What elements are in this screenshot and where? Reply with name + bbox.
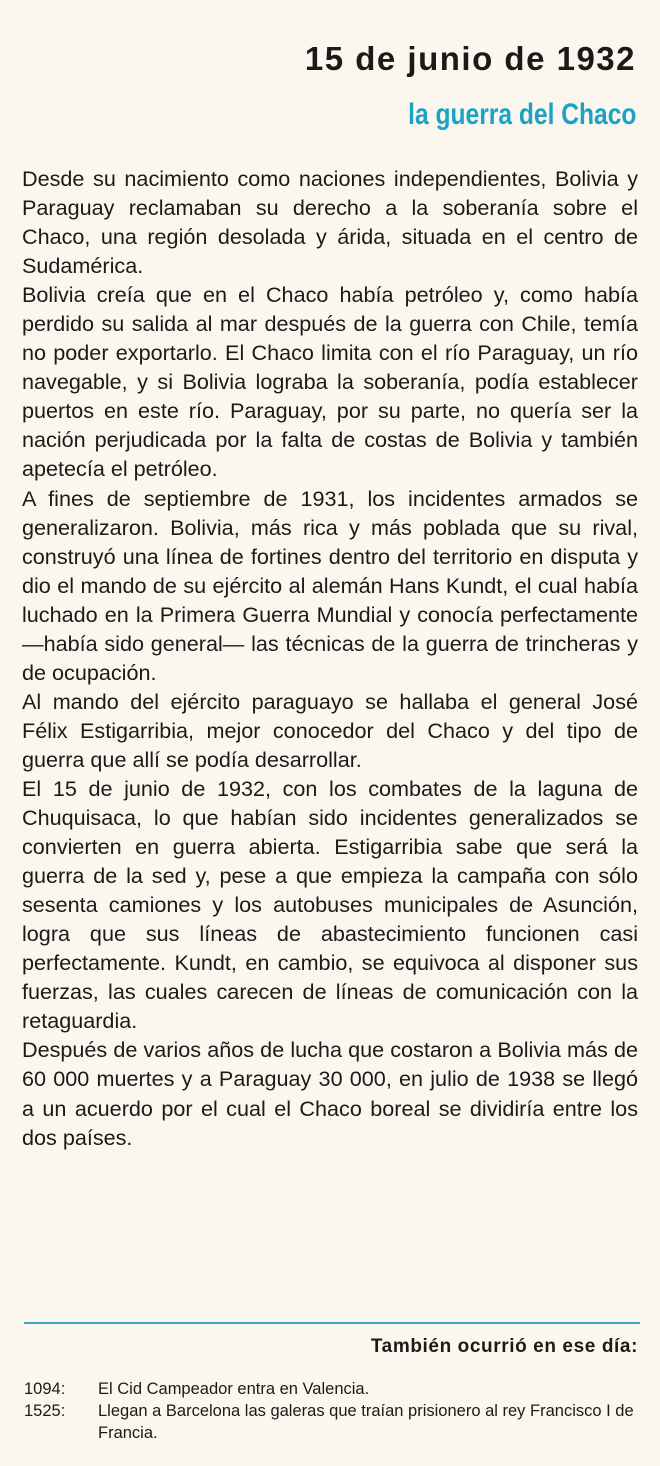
also-happened-heading: También ocurrió en ese día: <box>370 1336 638 1357</box>
event-year: 1525: <box>24 1402 66 1420</box>
event-item <box>24 1400 642 1444</box>
events-list <box>24 1378 642 1444</box>
article-paragraph: Bolivia creía que en el Chaco había petróleo y, como había perdido su salida al mar después de la guerra con Chile, temía no poder exportarlo. El Chaco limita con el río Paraguay, un río navegable, y si Bolivia lograba la soberanía, podía establecer puertos en este río. Paraguay, por su parte, no quería ser la nación perjudicada por la falta de costas de Bolivia y también apetecía el petróleo. <box>22 282 638 482</box>
article-body <box>22 164 638 1152</box>
article-paragraph: A fines de septiembre de 1931, los incidentes armados se generalizaron. Bolivia, más rica y más poblada que su rival, construyó una línea de fortines dentro del territorio en disputa y dio el mando de su ejército al alemán Hans Kundt, el cual había luchado en la Primera Guerra Mundial y conocía perfectamente —había sido general— las técnicas de la guerra de trincheras y de ocupación. <box>22 485 638 685</box>
page-title: 15 de junio de 1932 <box>304 40 636 77</box>
article-paragraph: Al mando del ejército paraguayo se hallaba el general José Félix Estigarribia, mejor conocedor del Chaco y del tipo de guerra que allí se podía desarrollar. <box>22 688 638 772</box>
article-paragraph: El 15 de junio de 1932, con los combates de la laguna de Chuquisaca, lo que habían sido incidentes generalizados se convierten en guerra abierta. Estigarribia sabe que será la guerra de la sed y, pese a que empieza la campaña con sólo sesenta camiones y los autobuses municipales de Asunción, logra que sus líneas de abastecimiento funcionen casi perfectamente. Kundt, en cambio, se equivoca al disponer sus fuerzas, las cuales carecen de líneas de comunicación con la retaguardia. <box>22 775 638 1034</box>
section-divider <box>24 1322 640 1324</box>
article-paragraph: Desde su nacimiento como naciones independientes, Bolivia y Paraguay reclamaban su derecho a la soberanía sobre el Chaco, una región desolada y árida, situada en el centro de Sudamérica. <box>22 166 638 279</box>
article-paragraph: Después de varios años de lucha que costaron a Bolivia más de 60 000 muertes y a Paraguay 30 000, en julio de 1938 se llegó a un acuerdo por el cual el Chaco boreal se dividiría entre los dos países. <box>22 1037 638 1150</box>
page-subtitle: la guerra del Chaco <box>407 98 636 131</box>
event-text: El Cid Campeador entra en Valencia. <box>98 1380 370 1398</box>
event-text: Llegan a Barcelona las galeras que traían prisionero al rey Francisco I de Francia. <box>98 1402 634 1442</box>
event-year: 1094: <box>24 1380 66 1398</box>
event-item <box>24 1378 642 1400</box>
